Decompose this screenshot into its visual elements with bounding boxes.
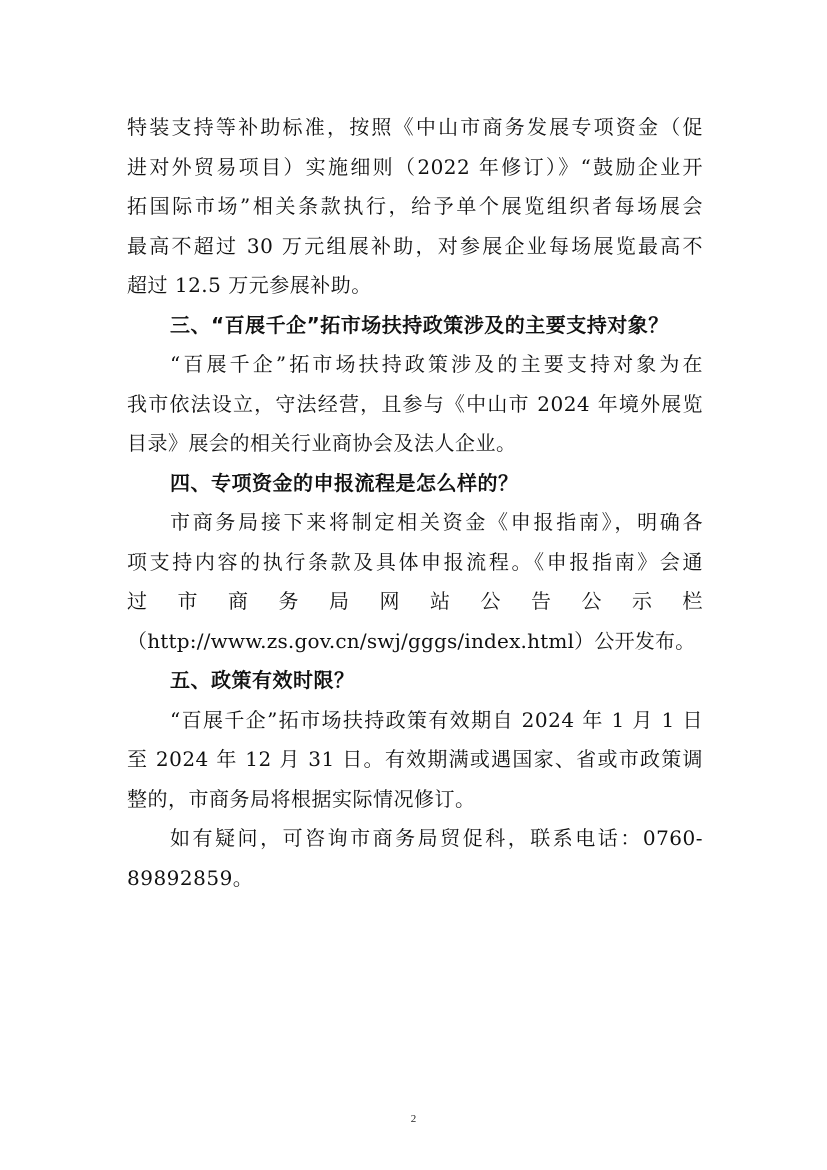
body-line: 超过 12.5 万元参展补助。 [127,273,372,297]
body-line: 整的，市商务局将根据实际情况修订。 [127,787,476,811]
body-line-url: （http://www.zs.gov.cn/swj/gggs/index.html）公开发布。 [127,629,696,653]
body-line: 目录》展会的相关行业商协会及法人企业。 [127,431,517,455]
section-heading-5: 五、政策有效时限？ [170,668,355,692]
body-line: 最高不超过 30 万元组展补助，对参展企业每场展览最高不 [127,234,703,258]
body-line: 过市商务局网站公告公示栏 [127,589,703,613]
page-number: 2 [410,1113,417,1125]
body-line: “百展千企”拓市场扶持政策涉及的主要支持对象为在 [170,352,703,376]
body-line: 至 2024 年 12 月 31 日。有效期满或遇国家、省或市政策调 [127,747,703,771]
body-line: “百展千企”拓市场扶持政策有效期自 2024 年 1 月 1 日 [170,708,703,732]
contact-line: 如有疑问，可咨询市商务局贸促科，联系电话：0760- [170,826,703,850]
section-heading-3: 三、“百展千企”拓市场扶持政策涉及的主要支持对象？ [170,313,669,337]
body-line: 市商务局接下来将制定相关资金《申报指南》，明确各 [170,510,703,534]
contact-line: 89892859。 [127,866,254,890]
body-line: 进对外贸易项目）实施细则（2022 年修订）》“鼓励企业开 [127,155,703,179]
body-line: 拓国际市场”相关条款执行，给予单个展览组织者每场展会 [127,194,703,218]
body-line: 特装支持等补助标准，按照《中山市商务发展专项资金（促 [127,115,703,139]
body-line: 项支持内容的执行条款及具体申报流程。《申报指南》会通 [127,550,703,574]
body-line: 我市依法设立，守法经营，且参与《中山市 2024 年境外展览 [127,392,703,416]
section-heading-4: 四、专项资金的申报流程是怎么样的？ [170,471,519,495]
